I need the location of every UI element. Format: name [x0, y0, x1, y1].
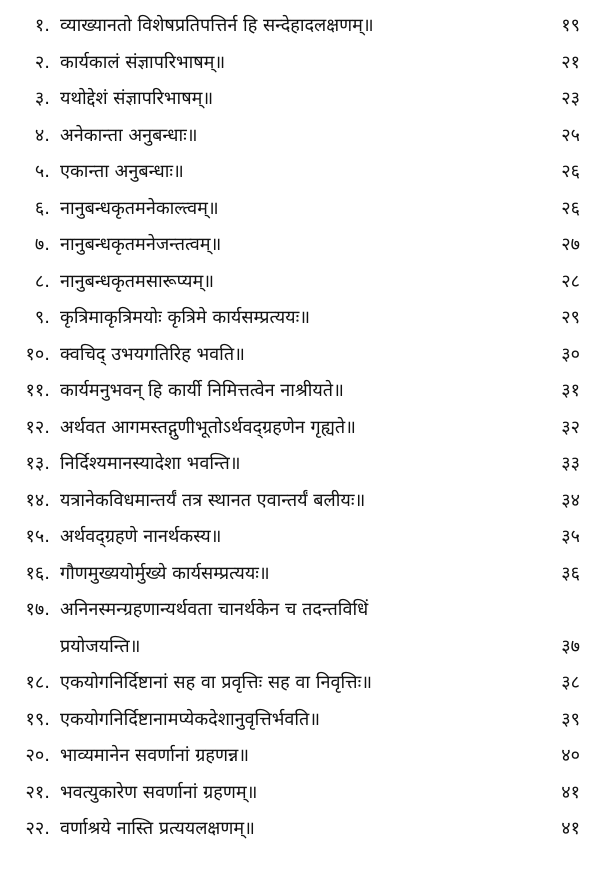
entry-number: १०. [25, 343, 50, 365]
entry-title-line: भवत्युकारेण सवर्णानां ग्रहणम्॥ [60, 781, 258, 803]
entry-number: ५. [34, 161, 50, 182]
entry-title [60, 191, 530, 228]
entry-number: १६. [25, 562, 50, 584]
entry-title [60, 738, 530, 775]
entry-number: ९. [34, 307, 50, 328]
entry-title [60, 811, 530, 848]
toc-entry [8, 811, 580, 848]
entry-title [60, 118, 530, 155]
toc-entry [8, 227, 580, 264]
entry-title [60, 483, 530, 520]
entry-title [60, 665, 530, 702]
entry-page-number: ३० [561, 343, 580, 365]
entry-page-number: २१ [561, 51, 580, 73]
entry-page-number: ३६ [561, 562, 580, 584]
toc-entry [8, 191, 580, 228]
toc-entry [8, 519, 580, 556]
toc-entry [8, 8, 580, 45]
entry-title-line: अर्थवत आगमस्तद्गुणीभूतोऽर्थवद्ग्रहणेन गृह्यते॥ [60, 416, 356, 438]
entry-title [60, 446, 530, 483]
entry-title-line: गौणमुख्ययोर्मुख्ये कार्यसम्प्रत्ययः॥ [60, 562, 270, 584]
entry-number: ७. [34, 234, 50, 255]
entry-number: २१. [25, 781, 50, 803]
entry-title-line: भाव्यमानेन सवर्णानां ग्रहणन्न॥ [60, 745, 250, 766]
entry-title-line: एकयोगनिर्दिष्टानां सह वा प्रवृत्तिः सह वा निवृत्तिः॥ [60, 672, 372, 693]
toc-entry [8, 556, 580, 593]
entry-page-number: ३७ [561, 635, 580, 657]
entry-title [60, 702, 530, 739]
entry-title [60, 519, 530, 556]
entry-page-number: ३३ [561, 453, 580, 474]
toc-entry [8, 738, 580, 775]
toc-entry [8, 300, 580, 337]
toc-entry [8, 337, 580, 374]
entry-page-number: २३ [561, 88, 580, 109]
entry-number: १८. [25, 672, 50, 693]
toc-entry [8, 264, 580, 301]
entry-number: ६. [34, 197, 50, 219]
entry-number: ८. [34, 270, 50, 292]
toc-entry [8, 45, 580, 82]
entry-title [60, 373, 530, 410]
entry-title-line: क्वचिद् उभयगतिरिह भवति॥ [60, 343, 245, 365]
entry-title-line: अनेकान्ता अनुबन्धाः॥ [60, 124, 198, 146]
entry-title [60, 337, 530, 374]
entry-page-number: २५ [561, 124, 580, 146]
entry-title-line: अर्थवद्ग्रहणे नानर्थकस्य॥ [60, 526, 222, 547]
toc-entry [8, 775, 580, 812]
entry-title-line: निर्दिश्यमानस्यादेशा भवन्ति॥ [60, 453, 241, 474]
entry-title [60, 410, 530, 447]
entry-page-number: ३८ [561, 672, 580, 693]
entry-number: ४. [34, 124, 50, 146]
entry-title-line: नानुबन्धकृतमनेकाल्त्वम्॥ [60, 197, 219, 219]
entry-number: १४. [25, 489, 50, 511]
entry-number: १९. [25, 708, 50, 730]
entry-title-line: नानुबन्धकृतमसारूप्यम्॥ [60, 270, 215, 292]
toc-entry [8, 154, 580, 191]
entry-page-number: १९ [561, 15, 580, 36]
entry-page-number: ३५ [561, 526, 580, 547]
entry-page-number: २८ [561, 270, 580, 292]
entry-number: २. [34, 51, 50, 73]
entry-page-number: ३९ [561, 708, 580, 730]
entry-number: ३. [34, 88, 50, 109]
entry-page-number: २७ [561, 234, 580, 255]
entry-title-line: कृत्रिमाकृत्रिमयोः कृत्रिमे कार्यसम्प्रत्ययः॥ [60, 307, 310, 328]
entry-number: १७. [25, 599, 50, 620]
entry-title-line: यत्रानेकविधमान्तर्यं तत्र स्थानत एवान्तर्यं बलीयः॥ [60, 489, 366, 511]
entry-page-number: २६ [561, 197, 580, 219]
entry-title [60, 8, 530, 45]
entry-page-number: ४० [561, 745, 580, 766]
entry-title [60, 45, 530, 82]
entry-title-line: व्याख्यानतो विशेषप्रतिपत्तिर्न हि सन्देहादलक्षणम्॥ [60, 15, 374, 36]
toc-entry [8, 665, 580, 702]
entry-number: १२. [25, 416, 50, 438]
entry-page-number: ४१ [561, 818, 580, 839]
entry-page-number: ३२ [561, 416, 580, 438]
entry-title-line: अनिनस्मन्ग्रहणान्यर्थवता चानर्थकेन च तदन्तविधिं [60, 599, 369, 620]
entry-page-number: २९ [561, 307, 580, 328]
entry-title-line: एकयोगनिर्दिष्टानामप्येकदेशानुवृत्तिर्भवति॥ [60, 708, 321, 730]
toc-entry [8, 373, 580, 410]
entry-title [60, 300, 530, 337]
entry-title [60, 81, 530, 118]
entry-title [60, 154, 530, 191]
toc-entry [8, 81, 580, 118]
toc-list [8, 8, 580, 848]
entry-title [60, 775, 530, 812]
entry-title [60, 227, 530, 264]
entry-number: ११. [25, 380, 50, 401]
entry-title-line: प्रयोजयन्ति॥ [60, 635, 141, 657]
entry-title [60, 556, 530, 593]
entry-number: २२. [25, 818, 50, 839]
entry-title [60, 592, 530, 665]
entry-number: १. [34, 15, 50, 36]
entry-title-line: वर्णाश्रये नास्ति प्रत्ययलक्षणम्॥ [60, 818, 255, 839]
entry-number: १३. [25, 453, 50, 474]
toc-entry [8, 592, 580, 665]
toc-entry [8, 446, 580, 483]
entry-page-number: २६ [561, 161, 580, 182]
entry-title-line: कार्यमनुभवन् हि कार्यी निमित्तत्वेन नाश्रीयते॥ [60, 380, 344, 401]
entry-number: १५. [25, 526, 50, 547]
entry-title [60, 264, 530, 301]
toc-entry [8, 410, 580, 447]
entry-number: २०. [25, 745, 50, 766]
entry-title-line: एकान्ता अनुबन्धाः॥ [60, 161, 184, 182]
toc-entry [8, 702, 580, 739]
entry-page-number: ३४ [561, 489, 580, 511]
toc-entry [8, 118, 580, 155]
toc-entry [8, 483, 580, 520]
entry-title-line: नानुबन्धकृतमनेजन्तत्वम्॥ [60, 234, 222, 255]
entry-title-line: कार्यकालं संज्ञापरिभाषम्॥ [60, 51, 226, 73]
entry-page-number: ४१ [561, 781, 580, 803]
entry-page-number: ३१ [561, 380, 580, 401]
entry-title-line: यथोद्देशं संज्ञापरिभाषम्॥ [60, 88, 214, 109]
